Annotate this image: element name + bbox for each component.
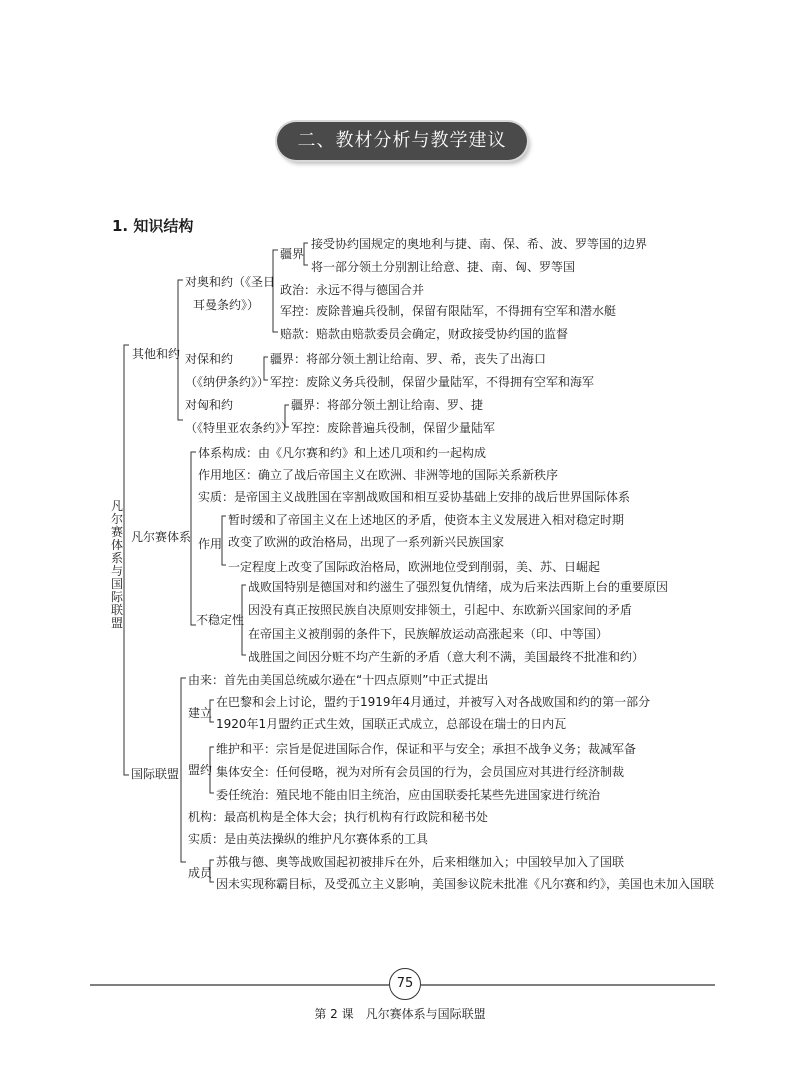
austria-label-2: 耳曼条约》） bbox=[193, 298, 260, 312]
league-covenant-2: 集体安全：任何侵略，视为对所有会员国的行为，会员国应对其进行经济制裁 bbox=[216, 765, 625, 779]
league-members-2: 因未实现称霸目标，及受孤立主义影响，美国参议院未批准《凡尔赛和约》，美国也未加入国联 bbox=[216, 877, 715, 891]
league-founding-2: 1920年1月盟约正式生效，国联正式成立，总部设在瑞士的日内瓦 bbox=[216, 717, 567, 731]
hungary-border: 疆界：将部分领土割让给南、罗、捷 bbox=[291, 398, 484, 412]
versailles-effect-3: 一定程度上改变了国际政治格局，欧洲地位受到削弱，美、苏、日崛起 bbox=[228, 560, 601, 574]
chapter-banner bbox=[277, 122, 527, 160]
austria-label-1: 对奥和约（《圣日 bbox=[185, 275, 276, 289]
versailles-instability-1: 战败国特别是德国对和约滋生了强烈复仇情绪，成为后来法西斯上台的重要原因 bbox=[248, 580, 669, 594]
league-covenant-3: 委任统治：殖民地不能由旧主统治，应由国联委托某些先进国家进行统治 bbox=[216, 788, 601, 802]
section-heading: 1. 知识结构 bbox=[112, 217, 194, 235]
root-label: 凡尔赛体系与国际联盟 bbox=[110, 499, 123, 630]
league-members-label: 成员 bbox=[188, 866, 213, 880]
hungary-label-1: 对匈和约 bbox=[185, 398, 234, 412]
versailles-instability-2: 因没有真正按照民族自决原则安排领土，引起中、东欧新兴国家间的矛盾 bbox=[248, 603, 633, 617]
league-origin: 由来：首先由美国总统威尔逊在“十四点原则”中正式提出 bbox=[188, 673, 489, 687]
page-number: 75 bbox=[389, 968, 421, 1000]
versailles-effect-label: 作用 bbox=[198, 537, 223, 551]
banner-title: 二、教材分析与教学建议 bbox=[297, 130, 507, 151]
league-founding-1: 在巴黎和会上讨论，盟约于1919年4月通过，并被写入对各战败国和约的第一部分 bbox=[216, 695, 651, 709]
league-covenant-1: 维护和平：宗旨是促进国际合作，保证和平与安全；承担不战争义务；裁减军备 bbox=[216, 742, 637, 756]
league-essence: 实质：是由英法操纵的维护凡尔赛体系的工具 bbox=[188, 832, 429, 846]
league-members-1: 苏俄与德、奥等战败国起初被排斥在外，后来相继加入；中国较早加入了国联 bbox=[216, 855, 625, 869]
versailles-effect-1: 暂时缓和了帝国主义在上述地区的矛盾，使资本主义发展进入相对稳定时期 bbox=[228, 513, 625, 527]
versailles-instability-4: 战胜国之间因分赃不均产生新的矛盾（意大利不满，美国最终不批准和约） bbox=[248, 650, 645, 664]
bulgaria-label-1: 对保和约 bbox=[185, 352, 234, 366]
league-label: 国际联盟 bbox=[131, 767, 180, 781]
versailles-essence: 实质：是帝国主义战胜国在宰割战败国和相互妥协基础上安排的战后世界国际体系 bbox=[198, 490, 631, 504]
other-treaties-label: 其他和约 bbox=[132, 347, 181, 361]
versailles-instability-label: 不稳定性 bbox=[196, 613, 245, 627]
versailles-composition: 体系构成：由《凡尔赛和约》和上述几项和约一起构成 bbox=[198, 446, 487, 460]
hungary-military: 军控：废除普遍兵役制，保留少量陆军 bbox=[291, 421, 496, 435]
versailles-instability-3: 在帝国主义被削弱的条件下，民族解放运动高涨起来（印、中等国） bbox=[248, 627, 609, 641]
versailles-region: 作用地区：确立了战后帝国主义在欧洲、非洲等地的国际关系新秩序 bbox=[198, 468, 559, 482]
austria-border-2: 将一部分领土分别割让给意、捷、南、匈、罗等国 bbox=[311, 260, 576, 274]
austria-border-label: 疆界 bbox=[280, 247, 305, 261]
league-organs: 机构：最高机构是全体大会；执行机构有行政院和秘书处 bbox=[188, 810, 489, 824]
austria-military: 军控：废除普遍兵役制，保留有限陆军，不得拥有空军和潜水艇 bbox=[280, 304, 617, 318]
league-founding-label: 建立 bbox=[188, 706, 213, 720]
bulgaria-label-2: （《纳伊条约》） bbox=[185, 375, 270, 389]
austria-reparations: 赔款：赔款由赔款委员会确定，财政接受协约国的监督 bbox=[280, 327, 569, 341]
austria-politics: 政治：永远不得与德国合并 bbox=[280, 283, 425, 297]
league-covenant-label: 盟约 bbox=[188, 763, 213, 777]
page-footer: 第 2 课 凡尔赛体系与国际联盟 bbox=[314, 1007, 486, 1021]
bulgaria-border: 疆界：将部分领土割让给南、罗、希，丧失了出海口 bbox=[270, 352, 547, 366]
versailles-label: 凡尔赛体系 bbox=[131, 530, 192, 544]
versailles-effect-2: 改变了欧洲的政治格局，出现了一系列新兴民族国家 bbox=[228, 535, 505, 549]
bulgaria-military: 军控：废除义务兵役制，保留少量陆军，不得拥有空军和海军 bbox=[270, 375, 595, 389]
austria-border-1: 接受协约国规定的奥地利与捷、南、保、希、波、罗等国的边界 bbox=[311, 237, 648, 251]
hungary-label-2: （《特里亚农条约》） bbox=[185, 421, 294, 435]
